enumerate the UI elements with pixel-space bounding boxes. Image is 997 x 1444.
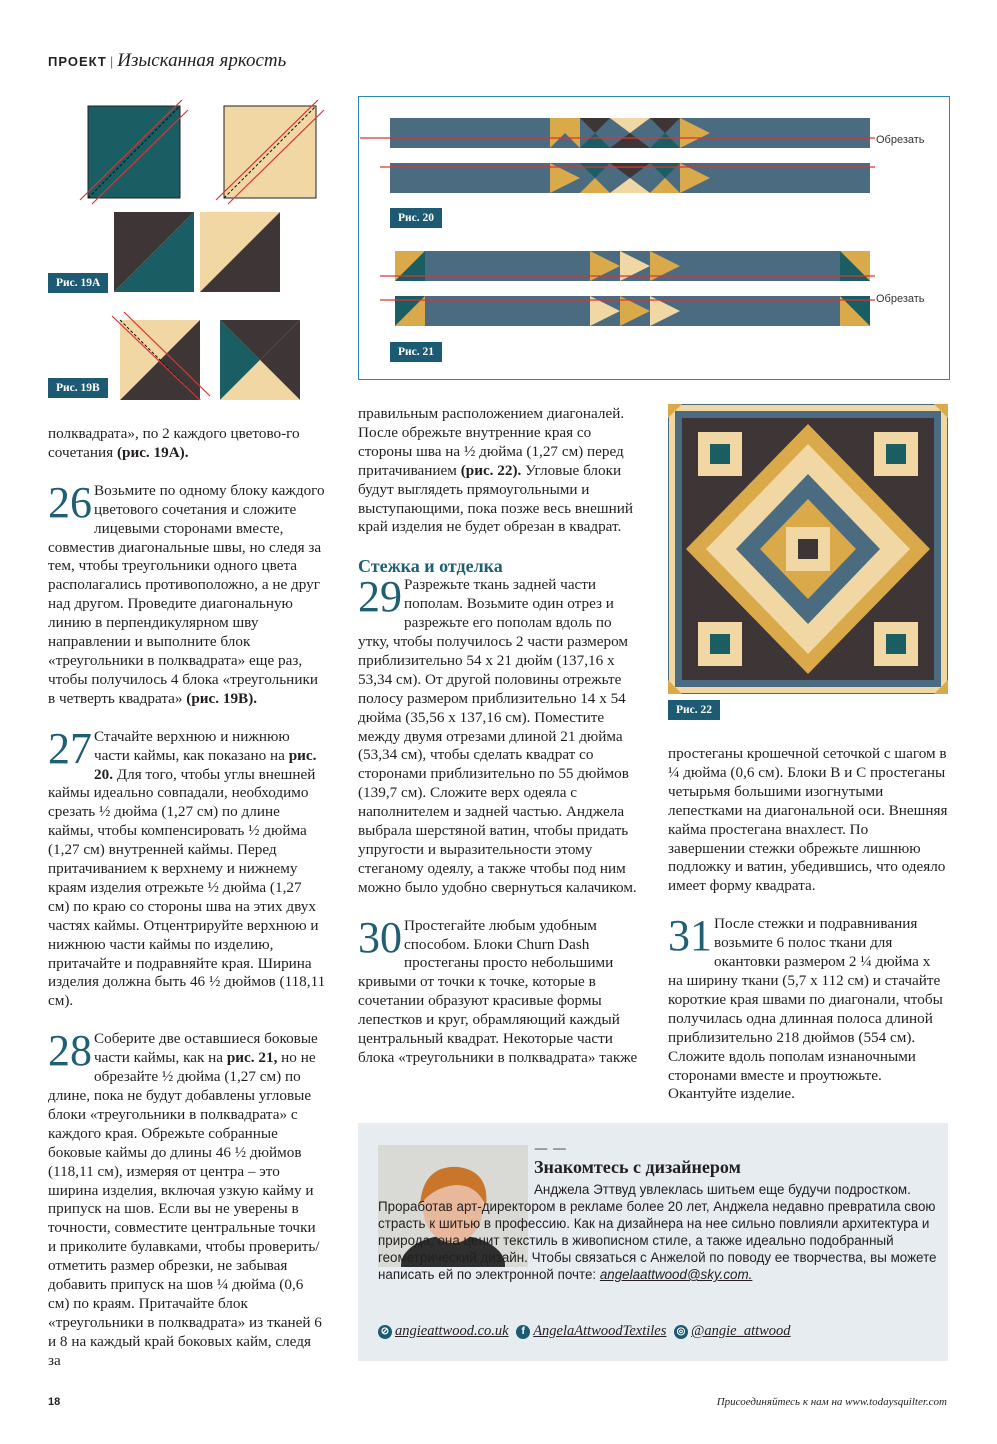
fig19a-square-teal [80,100,188,204]
step-29-text: Разрежьте ткань задней части пополам. Возьмите один отрез и разрежьте его пополам вдоль по утку, чтобы получилось 2 части размером приблизительно 54 х 21 дюйм (137,16 х 53,34 см). От другой половины отрежьте полосу размером приблизительно 14 х 54 дюйма (35,56 х 137,16 см). Поместите между двумя отрезами длиной 21 дюйма (53,34 см), чтобы сделать квадрат со сторонами приблизительно по 55 дюймов (139,7 см). Сложите верх одеяла с наполнителем и задней частью. Анджела выбрала шерстяной ватин, чтобы придать упругости и выразительности этому стеганому одеялу, а также чтобы под ним можно было удобно свернуться калачиком. [358,576,637,896]
continued-paragraph [358,405,638,537]
step-number: 27 [48,723,92,773]
step-27 [48,723,326,1012]
step-27-text-a: Стачайте верхнюю и нижнюю части каймы, как показано на [94,727,290,764]
dash-decoration: — — [534,1141,567,1157]
step-26 [48,477,326,709]
designer-box [358,1123,948,1361]
figure-19-illustration [48,100,328,400]
article-title: Изысканная яркость [117,50,287,71]
fig19a-hst-dark-teal [114,212,194,292]
border-strip-diagram [360,98,946,376]
fig21-trim-label: Обрезать [876,293,925,305]
fig21-caption: Рис. 21 [390,342,442,362]
continued-text-b: Угловые блоки будут выглядеть прямоугольными и выступающими, пока позже весь внешний край изделия не будет обрезан в квадрат. [358,461,633,536]
fig22-caption: Рис. 22 [668,700,720,720]
designer-bio [378,1181,938,1283]
column-2 [358,405,638,1068]
step-27-text-b: Для того, чтобы углы внешней каймы идеально совпадали, необходимо срезать ½ дюйма (1,27 см) по длине каймы, чтобы компенсировать ½ дюйма (1,27 см) внутренней каймы. Перед притачиванием к верхнему и нижнему краям изделия отрежьте ½ дюйма (1,27 см) по краю со стороны шва на этих двух частях каймы. Отцентрируйте верхнюю и нижнюю части каймы по изделию, притачайте и подравняйте края. Ширина изделия должна быть 46 ½ дюймов (118,11 см). [48,765,326,1010]
link-icon: ⊘ [378,1325,392,1339]
instagram-link[interactable]: @angie_attwood [691,1323,791,1339]
fig21-strip-upper [380,251,875,281]
facebook-link[interactable]: AngelaAttwoodTextiles [533,1323,667,1339]
section-label: ПРОЕКТ [48,54,107,69]
step-27-figure-ref: рис. 20. [94,746,317,783]
header-separator: | [109,54,115,69]
section-heading: Стежка и отделка [358,556,503,577]
step-30 [358,912,638,1068]
fig19a-caption: Рис. 19А [48,273,108,293]
intro-figure-ref: (рис. 19А). [116,443,189,461]
footer-tagline[interactable]: Присоединяйтесь к нам на www.todaysquilter.com [716,1396,947,1408]
continued-figure-ref: (рис. 22). [460,461,522,479]
fig20-strip-lower [380,163,875,193]
step-26-figure-ref: (рис. 19В). [186,689,258,707]
fig19a-hst-cream-dark [200,212,280,292]
fig19b-caption: Рис. 19В [48,378,108,398]
quilt-illustration [668,404,948,694]
step-28-text-b: но не обрезайте ½ дюйма (1,27 см) по длине, пока не будут добавлены угловые блоки «треугольники в полквадрата» с каждого края. Обрежьте собранные боковые каймы до длины 46 ½ дюймов (118,11 см), измеряя от центра – это ширина изделия, включая узкую кайму и припуск на шов. Если вы не уверены в точности, совместите центральные точки и приколите булавками, чтобы проверить/отметить размер обрезки, не забывая добавить припуск на шов ¼ дюйма (0,6 см) по краям. Притачайте блок «треугольники в полквадрата» из тканей 6 и 8 на каждый край боковых кайм, следя за [48,1049,322,1369]
fig19b-square-layered [112,312,210,400]
step-number: 29 [358,572,402,622]
website-link[interactable]: angieattwood.co.uk [395,1323,509,1339]
step-number: 28 [48,1026,92,1076]
column-3 [668,745,948,1104]
fig20-trim-label: Обрезать [876,134,925,146]
facebook-icon: f [516,1325,530,1339]
designer-title: Знакомтесь с дизайнером [534,1157,741,1177]
step-number: 30 [358,912,402,962]
step-28-figure-ref: рис. 21, [226,1049,278,1067]
fig21-strip-lower [380,296,875,326]
fig19a-square-cream [216,100,324,204]
step-29 [358,572,638,897]
fig19b-qst [220,320,300,400]
designer-bio-text: Анджела Эттвуд увлеклась шитьем еще будучи подростком. Проработав арт-директором в рекламе более 20 лет, Анджела недавно превратила свою страсть к шитью в профессию. Как на дизайнера на нее сильно повлияли архитектура и природа, она ценит текстиль в живописном стиле, а также идеально подобранный геометрический дизайн. Чтобы связаться с Анжелой по поводу ее творчества, вы можете написать ей по электронной почте: [378,1182,937,1282]
step-number: 31 [668,911,712,961]
step-26-text: Возьмите по одному блоку каждого цветового сочетания и сложите лицевыми сторонами вместе, совместив диагональные швы, но следя за тем, чтобы треугольники одного цвета располагались противоположно, а не друг над другом. Проведите диагональную линию в перпендикулярном шву направлении и выполните блок «треугольники в полквадрата» еще раз, чтобы получилось 4 блока «треугольники в четверть квадрата» [48,481,325,707]
intro-text: полквадрата», по 2 каждого цветово-го сочетания [48,425,300,461]
step-31 [668,911,948,1104]
step-28 [48,1026,326,1370]
step-30-text: Простегайте любым удобным способом. Блоки Churn Dash простеганы просто небольшими кривыми от точки к точке, которые в сочетании образуют красивые формы лепестков и круг, обрамляющий каждый центральный квадрат. Некоторые части блока «треугольники в полквадрата» также [358,916,638,1066]
page-header [48,50,286,72]
instagram-icon: ◎ [674,1325,688,1339]
column-1 [48,425,326,1371]
page-number: 18 [48,1396,61,1408]
designer-links [378,1323,791,1340]
designer-email[interactable]: angelaattwood@sky.com. [599,1267,753,1282]
step-number: 26 [48,477,92,527]
fig20-caption: Рис. 20 [390,208,442,228]
continued-text-a: правильным расположением диагоналей. После обрежьте внутренние края со стороны шва на ½ дюйма (1,27 см) перед притачиванием [358,405,625,479]
step-28-text-a: Соберите две оставшиеся боковые части каймы, как на [94,1030,318,1067]
fig20-strip-upper [360,118,875,148]
continued-quilting: простеганы крошечной сеточкой с шагом в ¼ дюйма (0,6 см). Блоки В и С простеганы четырьмя большими изогнутыми лепестками на диагональной оси. Внешняя кайма простегана внахлест. По завершении стежки обрежьте лишнюю подложку и ватин, убедившись, что одеяло имеет форму квадрата. [668,745,948,895]
step-31-text: После стежки и подравнивания возьмите 6 полос ткани для окантовки размером 2 ¼ дюйма х на ширину ткани (5,7 х 112 см) и стачайте короткие края швами по диагонали, чтобы получилась одна длинная полоса длиной приблизительно 218 дюймов (554 см). Сложите вдоль пополам изнаночными сторонами вместе и проутюжьте. Окантуйте изделие. [668,915,943,1103]
intro-paragraph [48,425,326,463]
